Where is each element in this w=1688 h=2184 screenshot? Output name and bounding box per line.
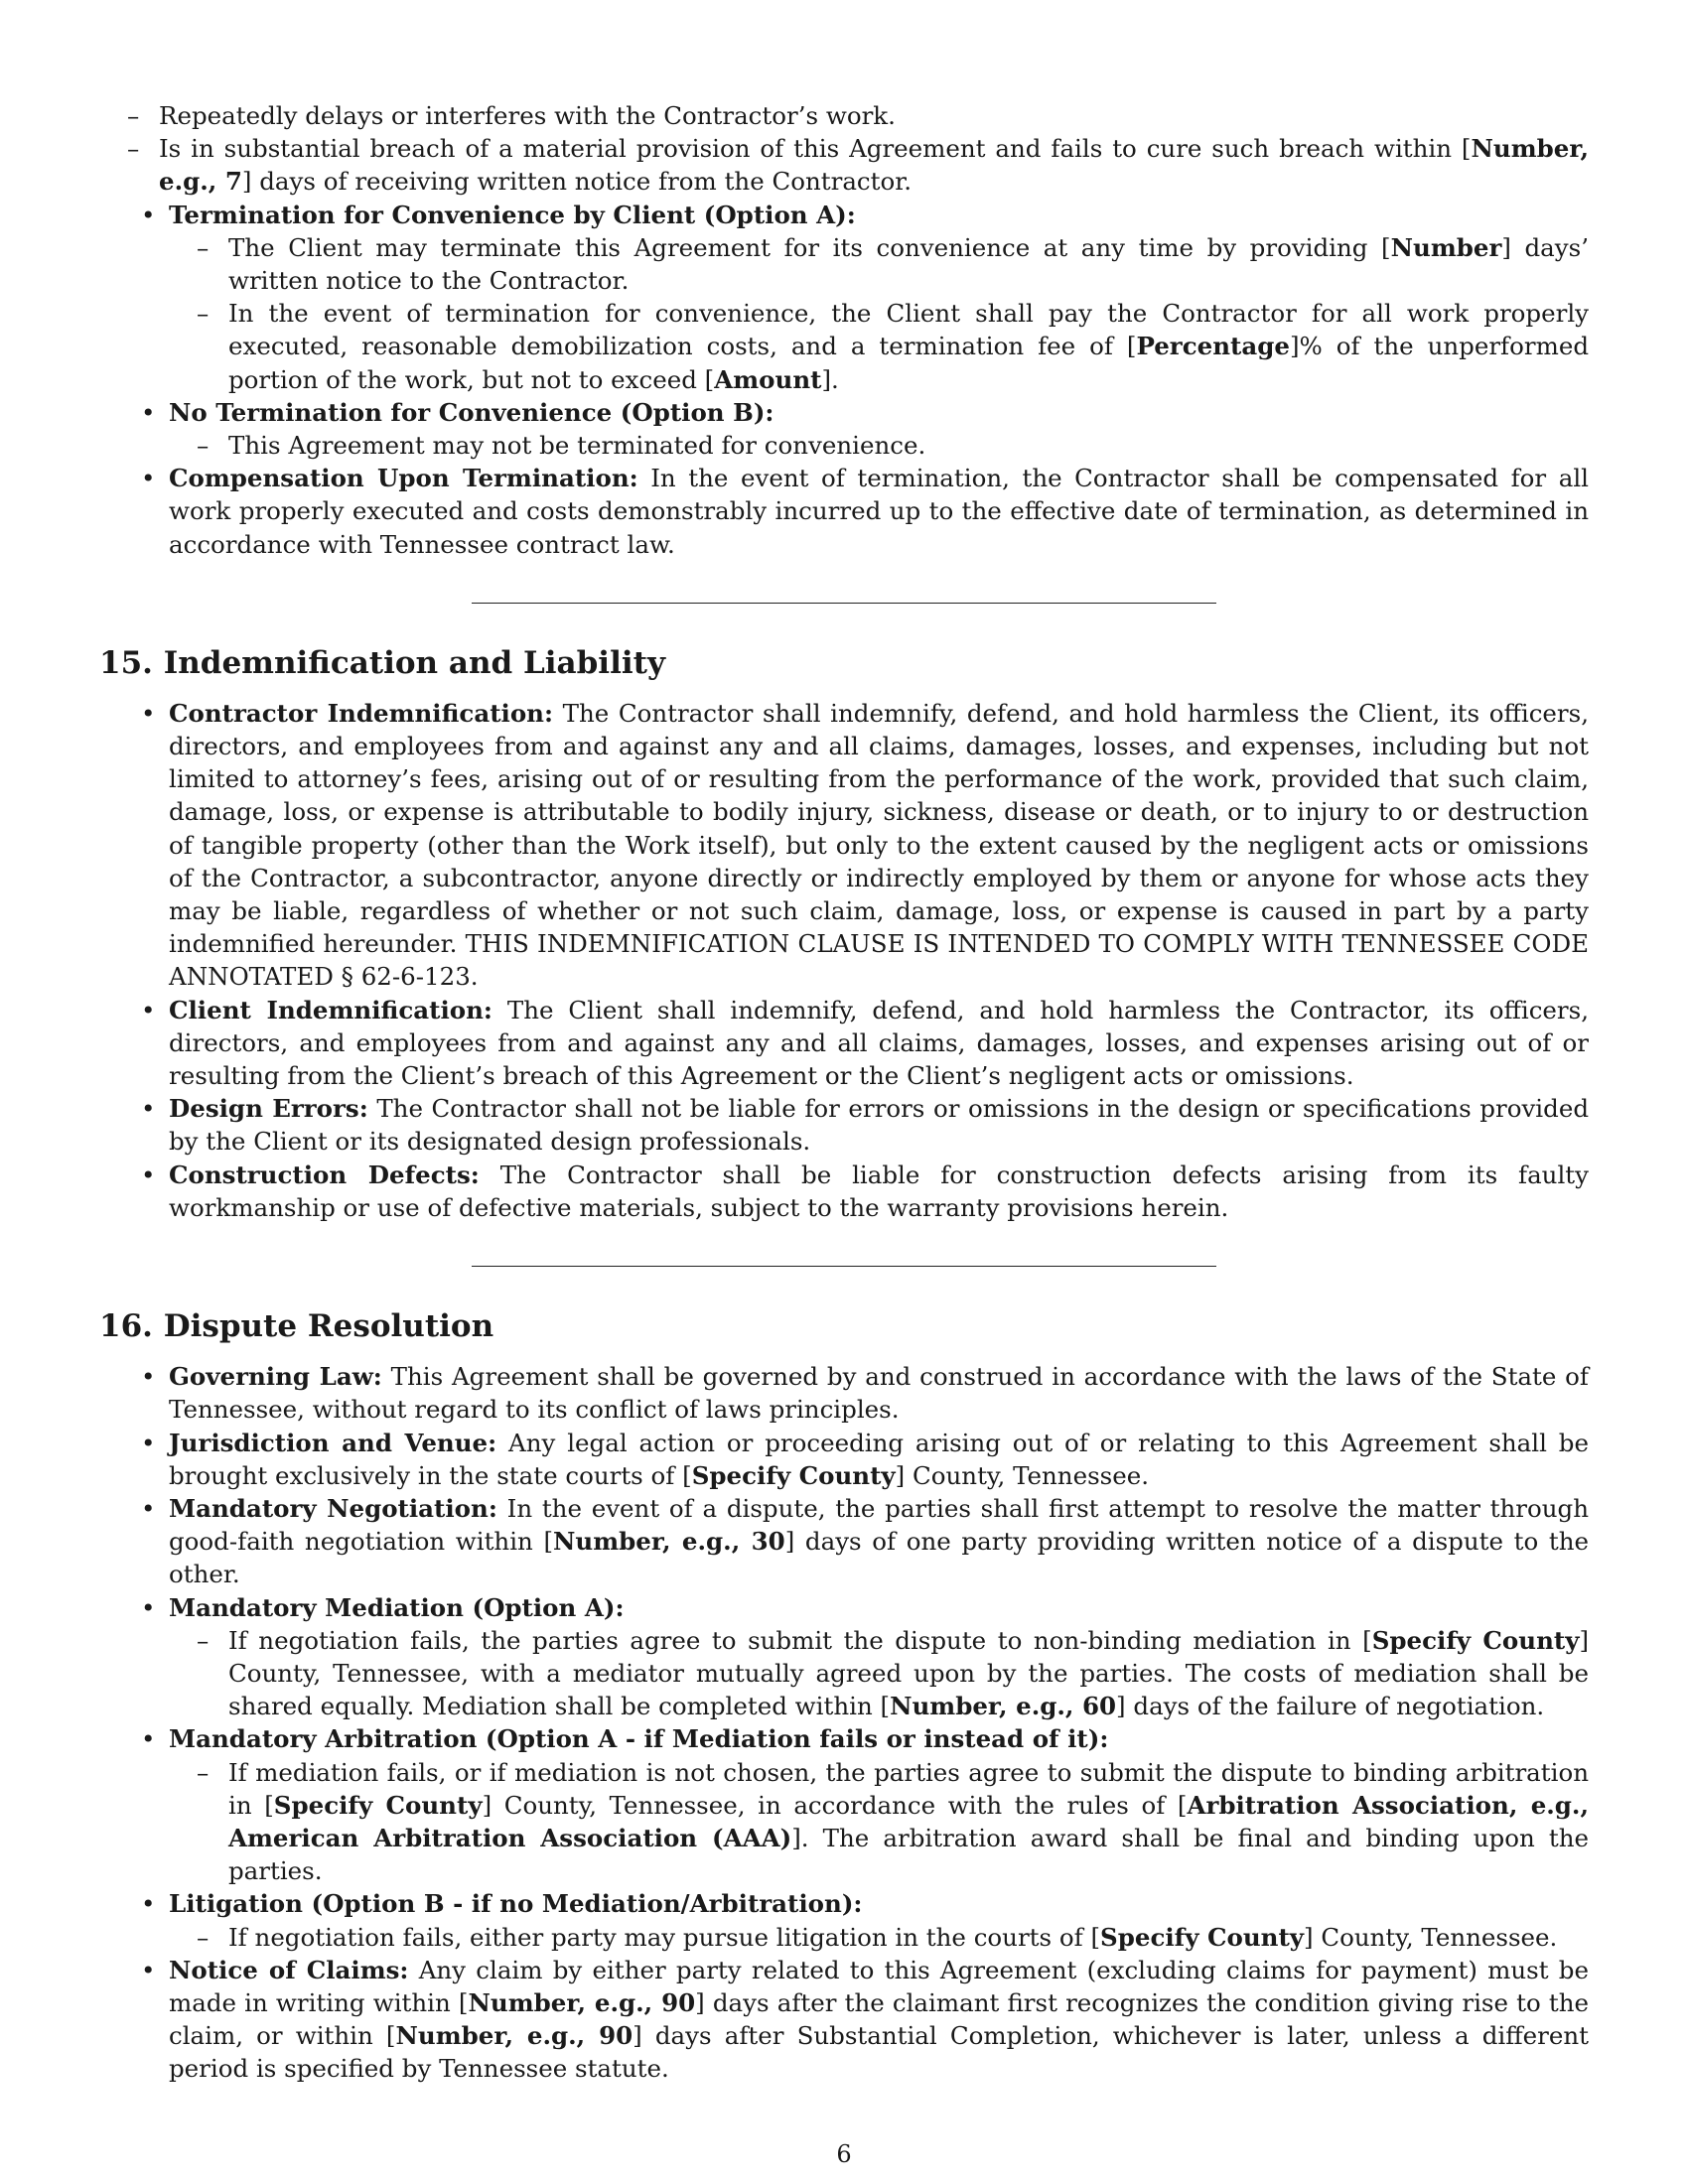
list-item-text: The Client shall indemnify, defend, and hold harmless the Contractor, its officers, directors, and employees from and against any and all claims, damages, losses, and expenses arising out of or resulting from the Client’s breach of this Agreement or the Client’s negligent acts or omissions.	[169, 995, 1589, 1091]
item-title: Mandatory Negotiation:	[169, 1493, 497, 1523]
mediation-sublist	[169, 1624, 1589, 1723]
list-item-text: The Contractor shall be liable for construction defects arising from its faulty workmanship or use of defective materials, subject to the warranty provisions herein.	[169, 1160, 1589, 1222]
list-item	[169, 1756, 1589, 1888]
item-title: Compensation Upon Termination:	[169, 464, 638, 493]
section-divider	[472, 1266, 1216, 1267]
list-item-negotiation	[99, 1492, 1589, 1591]
list-item-text: The Contractor shall indemnify, defend, and hold harmless the Client, its officers, directors, and employees from and against any and all claims, damages, losses, and expenses, including but not limited to attorney’s fees, arising out of or resulting from the performance of the work, provided that such claim, damage, loss, or expense is attributable to bodily injury, sickness, disease or death, or to injury to or destruction of tangible property (other than the Work itself), but only to the extent caused by the negligent acts or omissions of the Contractor, a subcontractor, anyone directly or indirectly employed by them or anyone for whose acts they may be liable, regardless of whether or not such claim, damage, loss, or expense is caused in part by a party indemnified hereunder. THIS INDEMNIFICATION CLAUSE IS INTENDED TO COMPLY WITH TENNESSEE CODE ANNOTATED § 62-6-123.	[169, 698, 1589, 992]
list-item-option-b	[99, 396, 1589, 462]
item-title: Construction Defects:	[169, 1160, 480, 1189]
list-item-mediation	[99, 1591, 1589, 1723]
item-title: Client Indemnification:	[169, 995, 492, 1024]
list-item-text: If mediation fails, or if mediation is not chosen, the parties agree to submit the dispute to binding arbitration in [	[228, 1757, 1589, 1820]
item-title: No Termination for Convenience (Option B):	[169, 397, 774, 427]
option-b-sublist	[169, 429, 1589, 462]
list-item-governing-law	[99, 1360, 1589, 1426]
list-item-text: ] days of the failure of negotiation.	[1116, 1692, 1545, 1721]
list-item-text: ] days of one party providing written notice of a dispute to the other.	[169, 1527, 1589, 1589]
item-title: Contractor Indemnification:	[169, 698, 554, 728]
list-item-text: ] County, Tennessee.	[1304, 1922, 1558, 1952]
placeholder-number: Number	[1390, 232, 1502, 262]
list-item-text: ]. The arbitration award shall be final and binding upon the parties.	[228, 1823, 1589, 1886]
list-item-notice-of-claims	[99, 1954, 1589, 2086]
dispute-resolution-list	[99, 1360, 1589, 2085]
section-heading-16: 16. Dispute Resolution	[99, 1308, 494, 1345]
list-item-text: This Agreement shall be governed by and construed in accordance with the laws of the State of Tennessee, without regard to its conflict of laws principles.	[169, 1362, 1589, 1425]
list-item-option-a	[99, 199, 1589, 396]
list-item-construction-defects	[99, 1159, 1589, 1224]
list-item	[99, 99, 1589, 132]
list-item-text: Is in substantial breach of a material provision of this Agreement and fails to cure such breach within [	[159, 134, 1472, 164]
list-item-arbitration	[99, 1722, 1589, 1887]
item-title: Design Errors:	[169, 1094, 368, 1124]
list-item-text: This Agreement may not be terminated for convenience.	[228, 431, 926, 461]
list-item-text: If negotiation fails, either party may pursue litigation in the courts of [	[228, 1922, 1101, 1952]
list-item-contractor-indemnification	[99, 697, 1589, 994]
placeholder-number: Number, e.g., 90	[468, 1987, 696, 2017]
list-item-text: ] County, Tennessee, in accordance with the rules of [	[482, 1790, 1188, 1820]
item-title: Governing Law:	[169, 1362, 382, 1392]
placeholder-number: Number, e.g., 7	[159, 134, 1589, 197]
list-item	[169, 429, 1589, 462]
list-item-text: The Client may terminate this Agreement for its convenience at any time by providing [	[228, 232, 1391, 262]
list-item-text: ] days after Substantial Completion, whichever is later, unless a different period is specified by Tennessee statute.	[169, 2021, 1589, 2084]
list-item-text: ] days’ written notice to the Contractor.	[228, 232, 1589, 296]
section-divider	[472, 603, 1216, 604]
list-item	[169, 231, 1589, 297]
item-title: Mandatory Arbitration (Option A - if Mediation fails or instead of it):	[169, 1724, 1109, 1754]
list-item-text: In the event of termination, the Contractor shall be compensated for all work properly executed and costs demonstrably incurred up to the effective date of termination, as determined in accordance with Tennessee contract law.	[169, 464, 1589, 559]
list-item-text: ] days after the claimant first recognizes the condition giving rise to the claim, or within [	[169, 1987, 1589, 2051]
list-item-design-errors	[99, 1092, 1589, 1158]
placeholder-number: Number, e.g., 60	[890, 1692, 1117, 1721]
list-item-compensation	[99, 462, 1589, 561]
list-item-text: The Contractor shall not be liable for errors or omissions in the design or specifications provided by the Client or its designated design professionals.	[169, 1094, 1589, 1157]
placeholder-county: Specify County	[1371, 1625, 1580, 1655]
list-item	[169, 297, 1589, 396]
list-item-text: ] days of receiving written notice from the Contractor.	[241, 167, 913, 197]
list-item-text: In the event of termination for convenience, the Client shall pay the Contractor for all work properly executed, reasonable demobilization costs, and a termination fee of [	[228, 299, 1589, 361]
list-item-text: Repeatedly delays or interferes with the Contractor’s work.	[159, 101, 896, 130]
list-item	[99, 132, 1589, 198]
placeholder-county: Specify County	[691, 1460, 896, 1490]
list-item	[169, 1921, 1589, 1954]
list-item	[169, 1624, 1589, 1723]
list-item-text: ].	[821, 364, 839, 394]
placeholder-amount: Amount	[714, 364, 822, 394]
list-item-litigation	[99, 1887, 1589, 1953]
document-page	[99, 99, 1589, 2086]
termination-list	[99, 199, 1589, 561]
litigation-sublist	[169, 1921, 1589, 1954]
termination-client-default-list	[99, 99, 1589, 199]
item-title: Litigation (Option B - if no Mediation/Arbitration):	[169, 1889, 863, 1919]
page-number: 6	[836, 2140, 852, 2168]
option-a-sublist	[169, 231, 1589, 396]
arbitration-sublist	[169, 1756, 1589, 1888]
list-item-text: of the unperformed portion of the work, but not to exceed [	[228, 332, 1590, 394]
list-item-client-indemnification	[99, 994, 1589, 1093]
list-item-text: ] County, Tennessee.	[895, 1460, 1150, 1490]
list-item-jurisdiction	[99, 1427, 1589, 1492]
placeholder-county: Specify County	[273, 1790, 483, 1820]
percent-sign: ]%	[1289, 332, 1323, 361]
indemnification-list	[99, 697, 1589, 1224]
item-title: Notice of Claims:	[169, 1955, 409, 1984]
placeholder-association: Arbitration Association, e.g., American Arbitration Association (AAA)	[228, 1790, 1589, 1852]
placeholder-number: Number, e.g., 90	[395, 2021, 633, 2051]
section-heading-15: 15. Indemnification and Liability	[99, 644, 665, 681]
list-item-text: In the event of a dispute, the parties shall first attempt to resolve the matter through good-faith negotiation within [	[169, 1493, 1590, 1557]
placeholder-county: Specify County	[1100, 1922, 1304, 1952]
item-title: Termination for Convenience by Client (Option A):	[169, 200, 856, 229]
list-item-text: Any legal action or proceeding arising out of or relating to this Agreement shall be brought exclusively in the state courts of [	[169, 1428, 1589, 1490]
placeholder-number: Number, e.g., 30	[553, 1527, 785, 1557]
item-title: Mandatory Mediation (Option A):	[169, 1592, 625, 1622]
list-item-text: ] County, Tennessee, with a mediator mutually agreed upon by the parties. The costs of mediation shall be shared equally. Mediation shall be completed within [	[228, 1625, 1590, 1721]
placeholder-percentage: Percentage	[1136, 332, 1290, 361]
item-title: Jurisdiction and Venue:	[169, 1428, 497, 1457]
list-item-text: Any claim by either party related to this Agreement (excluding claims for payment) must be made in writing within [	[169, 1955, 1589, 2017]
list-item-text: If negotiation fails, the parties agree to submit the dispute to non-binding mediation in [	[228, 1625, 1372, 1655]
